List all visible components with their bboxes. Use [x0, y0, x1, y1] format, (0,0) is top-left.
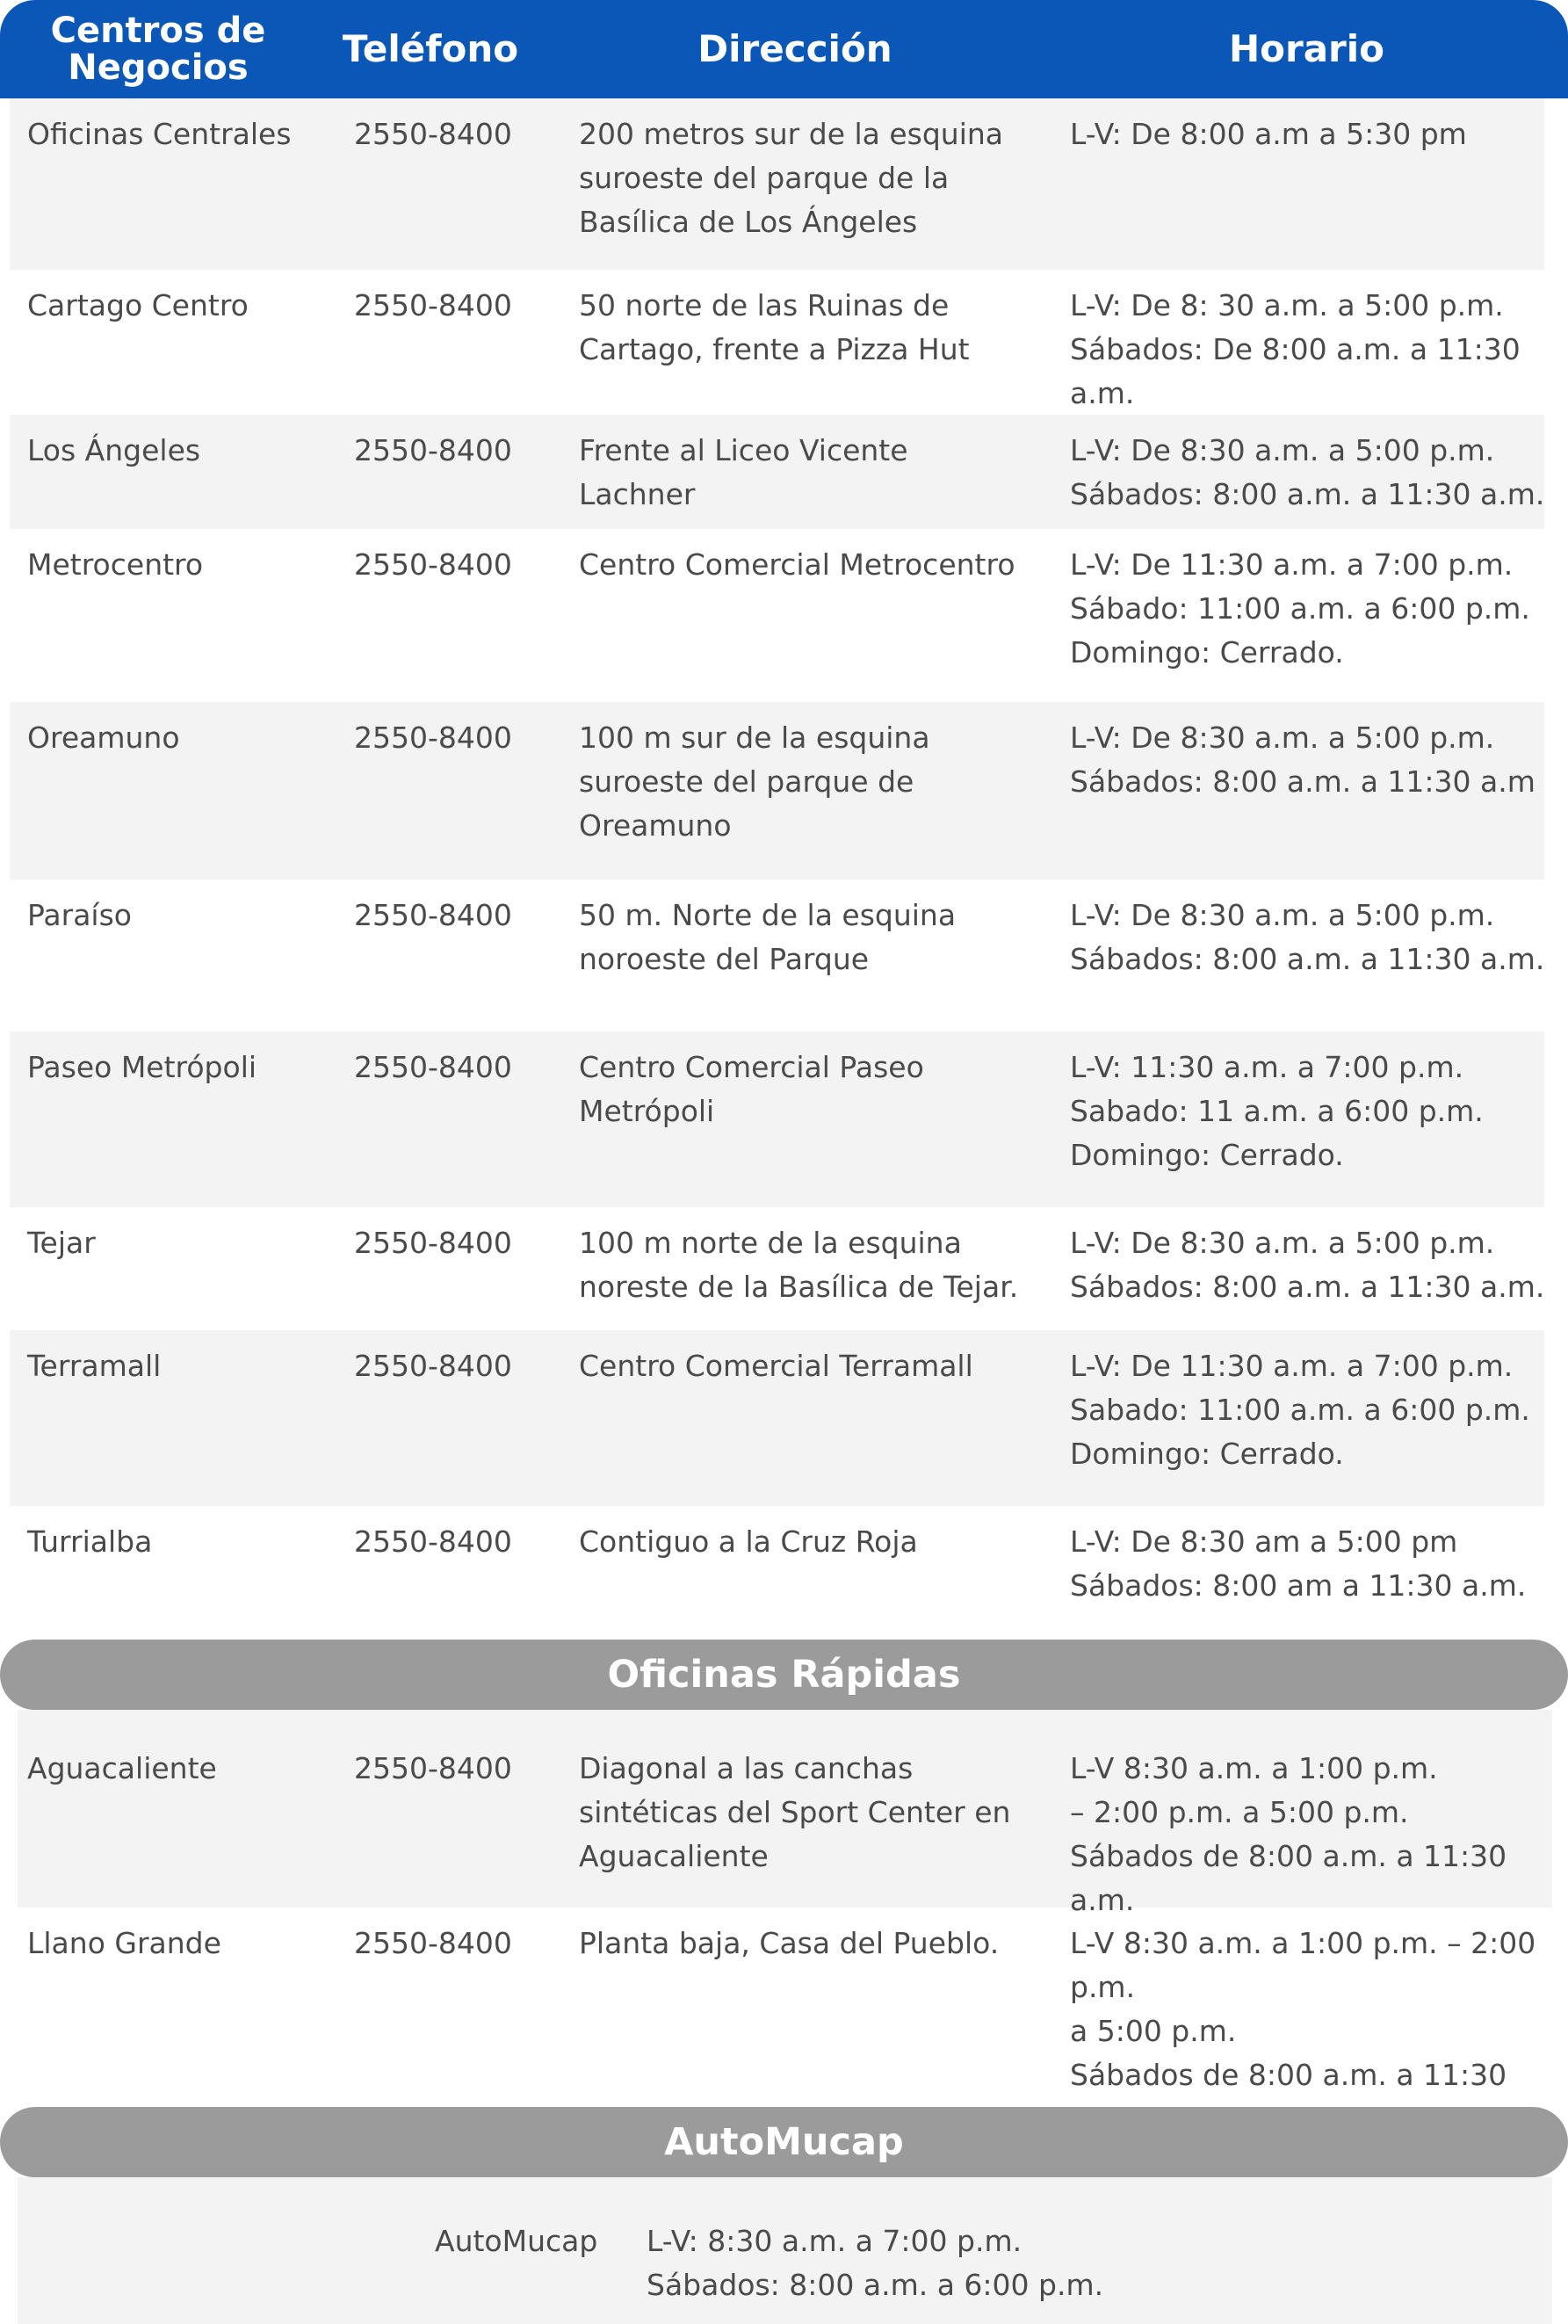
automucap-hours: L-V: 8:30 a.m. a 7:00 p.m. Sábados: 8:00 a.m. a 6:00 p.m.	[647, 2224, 1104, 2302]
automucap-name: AutoMucap	[435, 2224, 598, 2258]
center-address: 50 norte de las Ruinas de Cartago, frente a Pizza Hut	[579, 288, 970, 366]
header-address: Dirección	[697, 27, 892, 70]
office-hours: L-V 8:30 a.m. a 1:00 p.m. – 2:00 p.m. a 5:00 p.m. Sábados de 8:00 a.m. a 11:30	[1070, 1926, 1536, 2092]
center-name: Cartago Centro	[27, 288, 249, 322]
center-phone: 2550-8400	[354, 1349, 512, 1383]
center-address: Contiguo a la Cruz Roja	[579, 1524, 918, 1559]
table-header	[0, 0, 1568, 98]
office-name: Aguacaliente	[27, 1751, 217, 1785]
center-address: 200 metros sur de la esquina suroeste del parque de la Basílica de Los Ángeles	[579, 117, 1004, 239]
office-phone: 2550-8400	[354, 1751, 512, 1785]
center-phone: 2550-8400	[354, 433, 512, 467]
table-row	[10, 415, 1544, 529]
header-business-centers: Centros de Negocios	[50, 11, 266, 88]
table-row	[10, 98, 1544, 270]
table-row	[18, 1908, 1552, 2101]
center-name: Los Ángeles	[27, 433, 201, 467]
section-title-quick-offices: Oficinas Rápidas	[0, 1640, 1568, 1710]
center-address: 100 m norte de la esquina noreste de la Basílica de Tejar.	[579, 1226, 1019, 1304]
center-name: Terramall	[27, 1349, 162, 1383]
center-address: Centro Comercial Terramall	[579, 1349, 973, 1383]
center-hours: L-V: De 11:30 a.m. a 7:00 p.m. Sábado: 11:00 a.m. a 6:00 p.m. Domingo: Cerrado.	[1070, 547, 1530, 670]
center-hours: L-V: 11:30 a.m. a 7:00 p.m. Sabado: 11 a.m. a 6:00 p.m. Domingo: Cerrado.	[1070, 1050, 1484, 1172]
center-hours: L-V: De 8:30 am a 5:00 pm Sábados: 8:00 am a 11:30 a.m.	[1070, 1524, 1527, 1603]
center-name: Paraíso	[27, 898, 132, 932]
center-phone: 2550-8400	[354, 288, 512, 322]
table-row	[10, 702, 1544, 880]
center-phone: 2550-8400	[354, 1050, 512, 1084]
center-phone: 2550-8400	[354, 720, 512, 755]
header-hours: Horario	[1228, 27, 1385, 70]
center-name: Turrialba	[27, 1524, 153, 1559]
table-row	[10, 1207, 1544, 1330]
section-title-automucap: AutoMucap	[0, 2107, 1568, 2177]
center-hours: L-V: De 8:30 a.m. a 5:00 p.m. Sábados: 8:00 a.m. a 11:30 a.m.	[1070, 1226, 1545, 1304]
center-address: 50 m. Norte de la esquina noroeste del Parque	[579, 898, 957, 976]
table-row	[10, 529, 1544, 702]
center-hours: L-V: De 8:00 a.m a 5:30 pm	[1070, 117, 1467, 151]
header-phone: Teléfono	[342, 27, 519, 70]
center-hours: L-V: De 8: 30 a.m. a 5:00 p.m. Sábados: De 8:00 a.m. a 11:30 a.m.	[1070, 288, 1521, 410]
table-row	[18, 1710, 1552, 1917]
office-address: Planta baja, Casa del Pueblo.	[579, 1926, 1000, 1960]
center-name: Oreamuno	[27, 720, 180, 755]
office-address: Diagonal a las canchas sintéticas del Sport Center en Aguacaliente	[579, 1751, 1011, 1873]
center-name: Metrocentro	[27, 547, 204, 582]
center-address: 100 m sur de la esquina suroeste del parque de Oreamuno	[579, 720, 930, 843]
center-hours: L-V: De 8:30 a.m. a 5:00 p.m. Sábados: 8:00 a.m. a 11:30 a.m.	[1070, 433, 1545, 511]
office-hours: L-V 8:30 a.m. a 1:00 p.m. – 2:00 p.m. a 5:00 p.m. Sábados de 8:00 a.m. a 11:30 a.m.	[1070, 1751, 1507, 1917]
table-row	[10, 880, 1544, 1032]
table-row	[10, 1032, 1544, 1207]
center-phone: 2550-8400	[354, 547, 512, 582]
center-address: Centro Comercial Paseo Metrópoli	[579, 1050, 924, 1128]
center-name: Tejar	[27, 1226, 96, 1260]
center-name: Paseo Metrópoli	[27, 1050, 257, 1084]
office-phone: 2550-8400	[354, 1926, 512, 1960]
center-hours: L-V: De 11:30 a.m. a 7:00 p.m. Sabado: 11:00 a.m. a 6:00 p.m. Domingo: Cerrado.	[1070, 1349, 1530, 1471]
office-name: Llano Grande	[27, 1926, 221, 1960]
center-address: Frente al Liceo Vicente Lachner	[579, 433, 908, 511]
center-hours: L-V: De 8:30 a.m. a 5:00 p.m. Sábados: 8:00 a.m. a 11:30 a.m.	[1070, 898, 1545, 976]
center-name: Oficinas Centrales	[27, 117, 292, 151]
center-hours: L-V: De 8:30 a.m. a 5:00 p.m. Sábados: 8:00 a.m. a 11:30 a.m	[1070, 720, 1535, 799]
table-row	[18, 2177, 1552, 2324]
center-phone: 2550-8400	[354, 117, 512, 151]
center-phone: 2550-8400	[354, 1524, 512, 1559]
center-phone: 2550-8400	[354, 898, 512, 932]
table-row	[10, 1330, 1544, 1506]
table-row	[10, 1506, 1544, 1638]
center-phone: 2550-8400	[354, 1226, 512, 1260]
center-address: Centro Comercial Metrocentro	[579, 547, 1015, 582]
table-row	[10, 270, 1544, 415]
